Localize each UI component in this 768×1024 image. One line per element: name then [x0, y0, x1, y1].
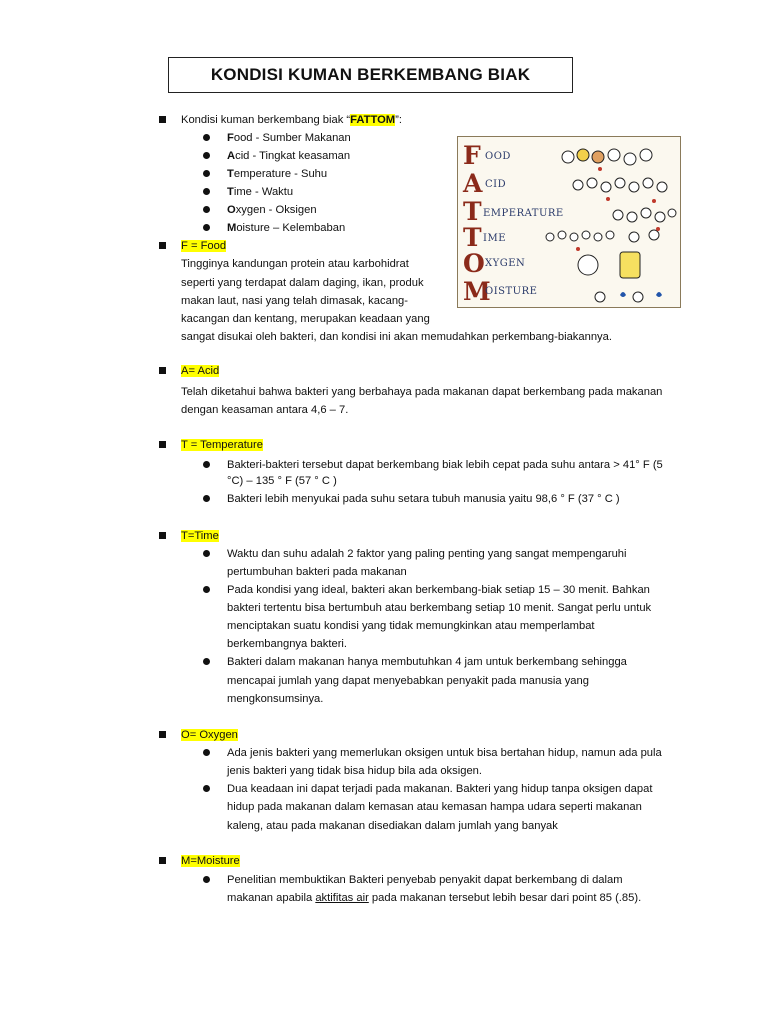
list-item: Dua keadaan ini dapat terjadi pada makanan. Bakteri yang hidup tanpa oksigen dapat [227, 783, 653, 795]
square-bullet-icon [159, 242, 166, 249]
poster-letter: O [463, 249, 485, 278]
list-item: Waktu dan suhu adalah 2 faktor yang paling penting yang sangat mempengaruhi [227, 548, 627, 560]
paragraph-line: Tingginya kandungan protein atau karbohidrat [181, 258, 409, 270]
bacteria-illustration [458, 137, 681, 308]
square-bullet-icon [159, 367, 166, 374]
list-item: mengkonsumsinya. [227, 693, 324, 705]
section-heading-oxygen: O= Oxygen [181, 729, 238, 741]
round-bullet-icon [203, 658, 210, 665]
round-bullet-icon [203, 188, 210, 195]
list-item: Penelitian membuktikan Bakteri penyebab penyakit dapat berkembang di dalam [227, 874, 623, 886]
section-heading-temperature: T = Temperature [181, 439, 263, 451]
list-item: Ada jenis bakteri yang memerlukan oksigen untuk bisa bertahan hidup, namun ada pula [227, 747, 662, 759]
round-bullet-icon [203, 206, 210, 213]
fattom-highlight: FATTOM [350, 114, 396, 126]
list-item: Temperature - Suhu [227, 168, 328, 180]
poster-letter: A [463, 169, 483, 198]
underlined-term: aktifitas air [315, 892, 369, 904]
round-bullet-icon [203, 876, 210, 883]
poster-letter: M [463, 277, 491, 306]
square-bullet-icon [159, 441, 166, 448]
round-bullet-icon [203, 749, 210, 756]
round-bullet-icon [203, 495, 210, 502]
page-title: KONDISI KUMAN BERKEMBANG BIAK [168, 57, 573, 93]
intro-text-end: ”: [395, 114, 402, 126]
round-bullet-icon [203, 586, 210, 593]
list-item: Oxygen - Oksigen [227, 204, 317, 216]
list-item: Time - Waktu [227, 186, 294, 198]
list-item: Moisture – Kelembaban [227, 222, 346, 234]
list-item: Bakteri-bakteri tersebut dapat berkembang biak lebih cepat pada suhu antara > 41° F (5 [227, 459, 663, 471]
list-item: berkembangnya bakteri. [227, 638, 348, 650]
paragraph-line: Telah diketahui bahwa bakteri yang berbahaya pada makanan dapat berkembang pada makanan [181, 386, 663, 398]
fattom-poster-image [457, 136, 681, 308]
list-item: Acid - Tingkat keasaman [227, 150, 351, 162]
list-item: jenis bakteri yang tidak bisa hidup bila ada oksigen. [227, 765, 482, 777]
poster-word: EMPERATURE [483, 208, 564, 219]
list-item: pertumbuhan bakteri pada makanan [227, 566, 407, 578]
list-item: bakteri tertentu bisa bertumbuh atau berkembang setiap 10 menit. Sangat perlu untuk [227, 602, 652, 614]
round-bullet-icon [203, 785, 210, 792]
list-item: °C) – 135 ° F (57 ° C ) [227, 475, 337, 487]
poster-letter: T [463, 223, 482, 252]
section-heading-time: T=Time [181, 530, 219, 542]
paragraph-line: kacangan dan kentang, merupakan keadaan yang [181, 313, 430, 325]
intro-text: Kondisi kuman berkembang biak “ [181, 114, 351, 126]
list-item: Bakteri dalam makanan hanya membutuhkan 4 jam untuk berkembang sehingga [227, 656, 627, 668]
round-bullet-icon [203, 170, 210, 177]
round-bullet-icon [203, 152, 210, 159]
poster-word: OOD [485, 151, 511, 162]
poster-word: IME [483, 233, 506, 244]
square-bullet-icon [159, 116, 166, 123]
section-heading-food: F = Food [181, 240, 227, 252]
paragraph-line: makan laut, nasi yang telah dimasak, kacang- [181, 295, 408, 307]
list-item: kaleng, atau pada makanan disediakan dalam jumlah yang banyak [227, 820, 558, 832]
paragraph-line: dengan keasaman antara 4,6 – 7. [181, 404, 349, 416]
round-bullet-icon [203, 461, 210, 468]
poster-letter: F [463, 141, 481, 170]
square-bullet-icon [159, 532, 166, 539]
round-bullet-icon [203, 224, 210, 231]
poster-word: CID [485, 179, 507, 190]
section-heading-acid: A= Acid [181, 365, 220, 377]
list-item: Pada kondisi yang ideal, bakteri akan berkembang-biak setiap 15 – 30 menit. Bahkan [227, 584, 650, 596]
list-item: hidup pada makanan dalam kemasan atau kemasan hampa udara seperti makanan [227, 801, 642, 813]
list-item: menciptakan suatu kondisi yang tidak memungkinkan atau memperlambat [227, 620, 595, 632]
paragraph-line: seperti yang terdapat dalam daging, ikan, produk [181, 277, 424, 289]
square-bullet-icon [159, 731, 166, 738]
round-bullet-icon [203, 134, 210, 141]
section-heading-moisture: M=Moisture [181, 855, 240, 867]
round-bullet-icon [203, 550, 210, 557]
intro-line [181, 112, 402, 128]
list-item: makanan apabila aktifitas air pada makanan tersebut lebih besar dari point 85 (.85). [227, 892, 642, 904]
poster-word: XYGEN [485, 258, 526, 269]
list-item: Bakteri lebih menyukai pada suhu setara tubuh manusia yaitu 98,6 ° F (37 ° C ) [227, 493, 620, 505]
list-item: Food - Sumber Makanan [227, 132, 351, 144]
list-item: mencapai jumlah yang dapat menyebabkan penyakit pada manusia yang [227, 675, 589, 687]
square-bullet-icon [159, 857, 166, 864]
paragraph-line: sangat disukai oleh bakteri, dan kondisi ini akan memudahkan perkembang-biakannya. [181, 331, 612, 343]
poster-word: OISTURE [485, 286, 538, 297]
poster-letter: T [463, 197, 482, 226]
